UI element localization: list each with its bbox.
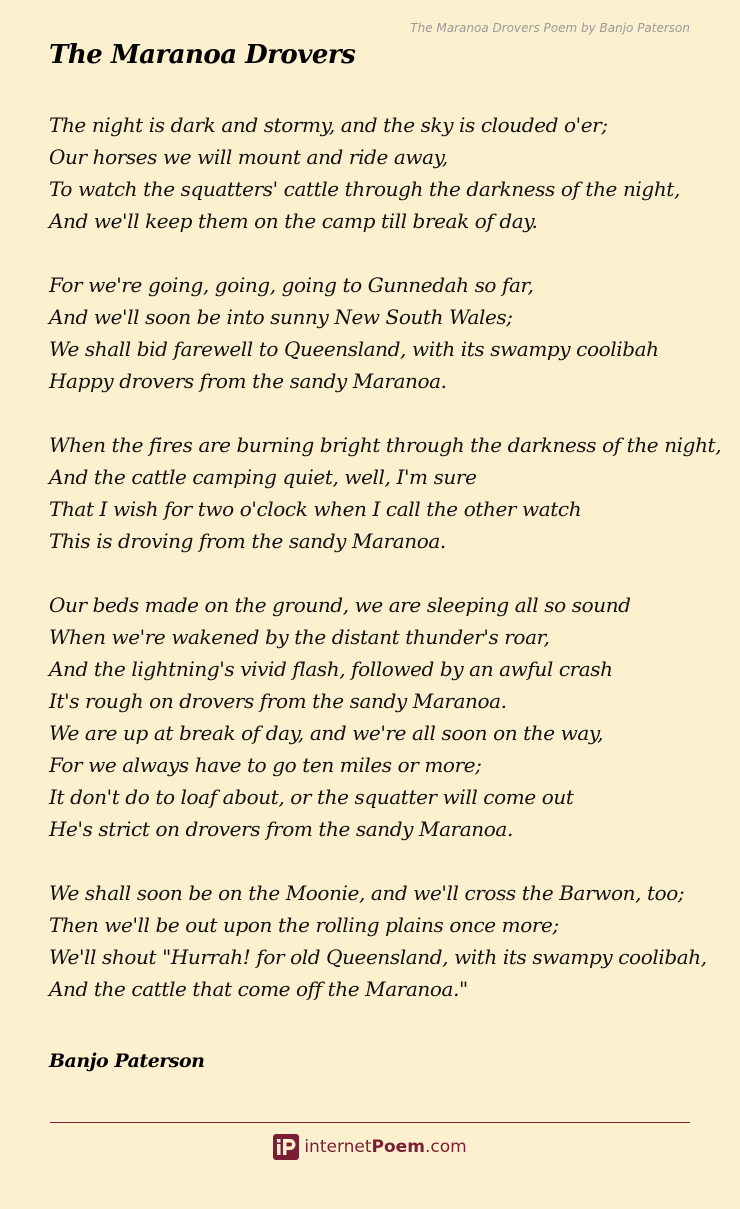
header-caption: The Maranoa Drovers Poem by Banjo Paterson <box>410 21 690 35</box>
poem-line: We shall bid farewell to Queensland, with its swampy coolibah <box>49 337 659 361</box>
poem-line: And we'll keep them on the camp till break of day. <box>49 209 538 233</box>
internetpoem-logo-link[interactable] <box>0 1134 740 1160</box>
poem-line: We are up at break of day, and we're all soon on the way, <box>49 721 604 745</box>
logo-suffix: .com <box>424 1137 467 1157</box>
poem-title: The Maranoa Drovers <box>49 40 356 70</box>
poem-line: This is droving from the sandy Maranoa. <box>49 529 446 553</box>
stanza-5 <box>49 877 707 1005</box>
poem-line: Happy drovers from the sandy Maranoa. <box>49 369 447 393</box>
poem-line: When we're wakened by the distant thunder's roar, <box>49 625 550 649</box>
poem-line: That I wish for two o'clock when I call the other watch <box>49 497 582 521</box>
poem-line: It don't do to loaf about, or the squatter will come out <box>49 785 574 809</box>
stanza-4 <box>49 589 699 845</box>
poem-line: Our horses we will mount and ride away, <box>49 145 448 169</box>
stanza-2 <box>49 269 699 397</box>
stanza-1 <box>49 109 699 237</box>
poem-line: The night is dark and stormy, and the sky is clouded o'er; <box>49 113 608 137</box>
poem-line: For we're going, going, going to Gunnedah so far, <box>49 273 534 297</box>
poem-line: Our beds made on the ground, we are sleeping all so sound <box>49 593 631 617</box>
internetpoem-logo-text <box>304 1134 466 1160</box>
poem-line: And the cattle camping quiet, well, I'm sure <box>49 465 477 489</box>
internetpoem-logo-icon <box>273 1134 299 1160</box>
stanza-3 <box>49 429 722 557</box>
poem-line: We shall soon be on the Moonie, and we'll cross the Barwon, too; <box>49 881 685 905</box>
poem-line: To watch the squatters' cattle through the darkness of the night, <box>49 177 680 201</box>
poem-line: For we always have to go ten miles or more; <box>49 753 482 777</box>
poem-body <box>49 109 722 1037</box>
poem-line: When the fires are burning bright through the darkness of the night, <box>49 433 722 457</box>
poem-line: He's strict on drovers from the sandy Maranoa. <box>49 817 513 841</box>
poem-line: We'll shout "Hurrah! for old Queensland, with its swampy coolibah, <box>49 945 707 969</box>
logo-brand: Poem <box>371 1137 425 1157</box>
poem-line: Then we'll be out upon the rolling plains once more; <box>49 913 559 937</box>
logo-prefix: internet <box>304 1137 372 1157</box>
poem-line: And the cattle that come off the Maranoa." <box>49 977 468 1001</box>
poem-line: It's rough on drovers from the sandy Maranoa. <box>49 689 507 713</box>
poem-line: And we'll soon be into sunny New South Wales; <box>49 305 513 329</box>
poem-line: And the lightning's vivid flash, followed by an awful crash <box>49 657 613 681</box>
poem-author: Banjo Paterson <box>49 1050 205 1072</box>
footer-divider <box>50 1122 690 1123</box>
